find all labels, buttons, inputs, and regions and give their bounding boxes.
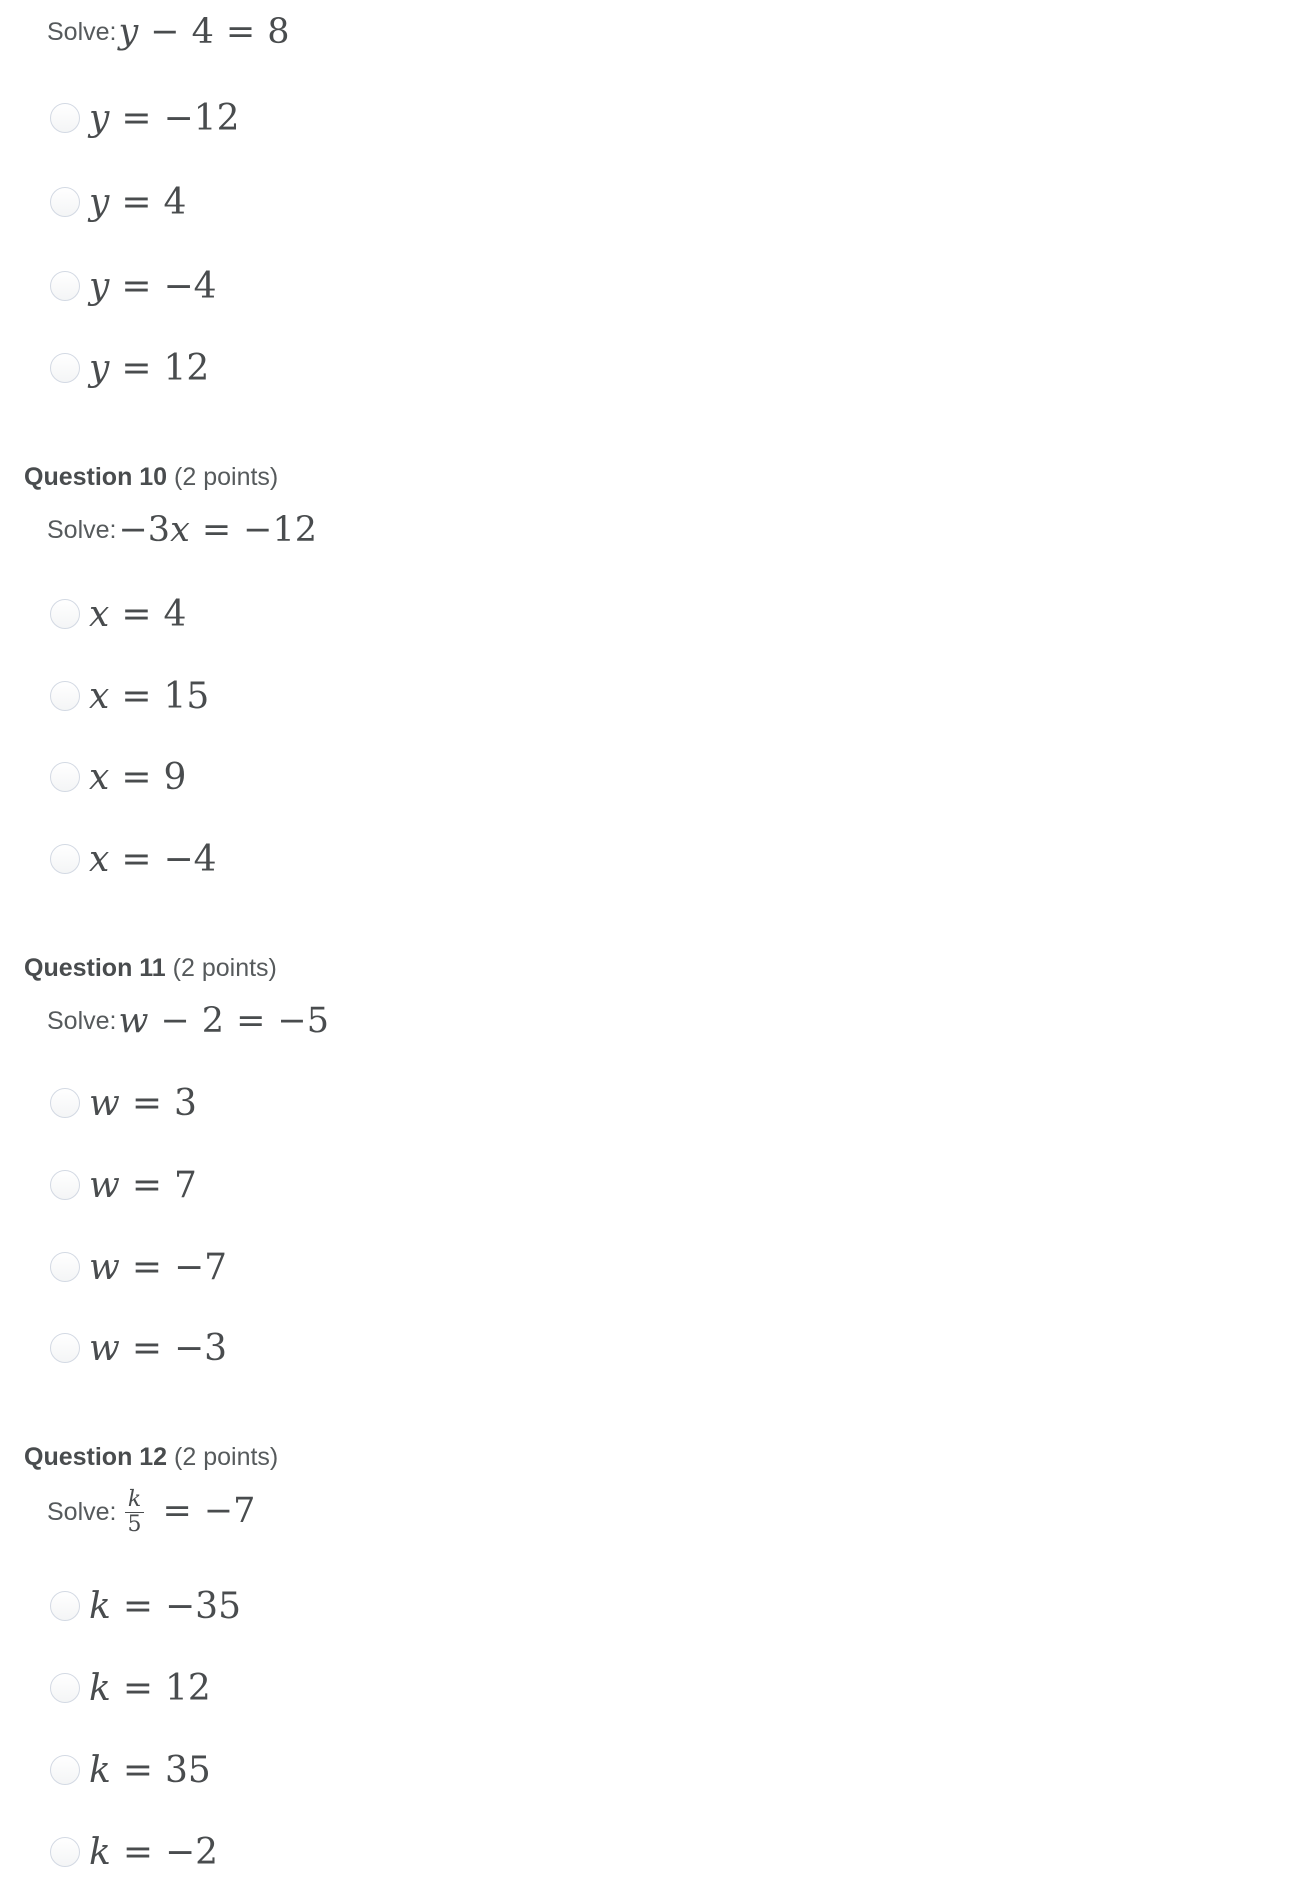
radio-button[interactable] xyxy=(50,1755,80,1785)
radio-button[interactable] xyxy=(50,1333,80,1363)
equation: −3x = −12 xyxy=(118,510,318,550)
answer-option[interactable] xyxy=(50,839,217,879)
option-label: x = 4 xyxy=(89,593,187,635)
option-label: y = −4 xyxy=(89,265,217,307)
question-points: (2 points) xyxy=(172,954,277,982)
question-header xyxy=(24,953,277,983)
answer-option[interactable] xyxy=(50,182,186,222)
option-label: w = −3 xyxy=(89,1327,228,1369)
radio-button[interactable] xyxy=(50,762,80,792)
answer-option[interactable] xyxy=(50,757,186,797)
option-label: y = −12 xyxy=(89,97,240,139)
prompt-label: Solve: xyxy=(47,1006,117,1035)
equation: y − 4 = 8 xyxy=(118,12,290,52)
question-points: (2 points) xyxy=(174,463,279,491)
radio-button[interactable] xyxy=(50,353,80,383)
answer-option[interactable] xyxy=(50,266,217,306)
answer-option[interactable] xyxy=(50,98,240,138)
radio-button[interactable] xyxy=(50,1591,80,1621)
radio-button[interactable] xyxy=(50,599,80,629)
option-label: x = −4 xyxy=(89,838,217,880)
radio-button[interactable] xyxy=(50,1252,80,1282)
option-label: k = −2 xyxy=(89,1831,219,1873)
question-title: Question 11 xyxy=(24,954,166,982)
question-prompt xyxy=(47,510,317,550)
radio-button[interactable] xyxy=(50,1088,80,1118)
answer-option[interactable] xyxy=(50,1165,197,1205)
answer-option[interactable] xyxy=(50,1586,241,1626)
option-label: k = 35 xyxy=(89,1749,211,1791)
option-label: k = 12 xyxy=(89,1667,211,1709)
question-prompt xyxy=(47,1488,255,1537)
answer-option[interactable] xyxy=(50,676,209,716)
option-label: y = 12 xyxy=(89,347,210,389)
radio-button[interactable] xyxy=(50,1673,80,1703)
answer-option[interactable] xyxy=(50,1328,227,1368)
prompt-label: Solve: xyxy=(47,515,117,544)
answer-option[interactable] xyxy=(50,1668,211,1708)
answer-option[interactable] xyxy=(50,1832,218,1872)
answer-option[interactable] xyxy=(50,1083,197,1123)
radio-button[interactable] xyxy=(50,187,80,217)
prompt-label: Solve: xyxy=(47,1498,117,1526)
radio-button[interactable] xyxy=(50,1170,80,1200)
radio-button[interactable] xyxy=(50,681,80,711)
answer-option[interactable] xyxy=(50,1750,211,1790)
question-prompt xyxy=(47,12,289,52)
question-title: Question 10 xyxy=(24,463,168,491)
option-label: w = −7 xyxy=(89,1246,228,1288)
question-title: Question 12 xyxy=(24,1443,168,1471)
prompt-label: Solve: xyxy=(47,17,117,46)
answer-option[interactable] xyxy=(50,594,186,634)
option-label: w = 3 xyxy=(89,1082,197,1124)
radio-button[interactable] xyxy=(50,1837,80,1867)
option-label: x = 9 xyxy=(89,756,187,798)
option-label: w = 7 xyxy=(89,1164,197,1206)
question-header xyxy=(24,1442,278,1472)
question-points: (2 points) xyxy=(174,1443,279,1471)
option-label: k = −35 xyxy=(89,1585,241,1627)
radio-button[interactable] xyxy=(50,271,80,301)
radio-button[interactable] xyxy=(50,103,80,133)
option-label: x = 15 xyxy=(89,675,210,717)
radio-button[interactable] xyxy=(50,844,80,874)
option-label: y = 4 xyxy=(89,181,187,223)
equation: $\frac{k}{5}$ = −7 xyxy=(118,1488,255,1537)
equation: w − 2 = −5 xyxy=(118,1001,329,1041)
question-header xyxy=(24,462,278,492)
answer-option[interactable] xyxy=(50,348,209,388)
question-prompt xyxy=(47,1001,329,1041)
fraction: $\frac{k}{5}$ xyxy=(124,1488,144,1537)
answer-option[interactable] xyxy=(50,1247,227,1287)
